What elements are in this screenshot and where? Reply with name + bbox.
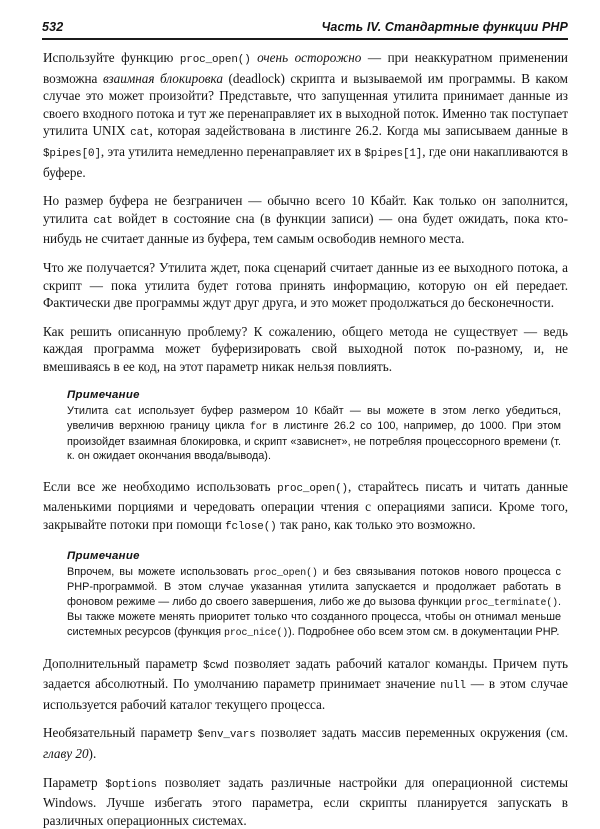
paragraph-8 <box>43 774 568 829</box>
code-cwd: $cwd <box>203 659 229 672</box>
text-run: и без связывания потоков нового процесса с PHP-программой. В этом случае указанная утилита запускается и продолжает работать в фоновом режиме — либо до своего завершения, либо же до вызова функции <box>67 565 561 608</box>
note-title: Примечание <box>67 388 140 401</box>
code-proc-terminate: proc_terminate() <box>464 596 558 608</box>
cross-reference: главу 20 <box>43 746 89 761</box>
code-env-vars: $env_vars <box>197 729 256 742</box>
text-run: , старайтесь писать и читать данные маленькими порциями и чередовать операции чтения с операциями записи. Кроме того, закрывайте потоки при помощи <box>43 478 568 533</box>
paragraph-5 <box>43 478 568 537</box>
code-proc-open: proc_open() <box>277 482 348 495</box>
paragraph-4 <box>43 323 568 376</box>
text-run: ). <box>88 746 97 761</box>
text-run: Используйте функцию <box>43 50 180 65</box>
note-text <box>67 404 561 464</box>
code-proc-open: proc_open() <box>179 54 251 66</box>
emphasis-run: взаимная блокировка <box>102 70 223 86</box>
running-head-title: Часть IV. Стандартные функции PHP <box>321 20 568 34</box>
text-run: позволяет задать массив переменных окружения (см. <box>255 725 568 741</box>
code-pipes-1: $pipes[1] <box>364 147 423 160</box>
text-run: позволяет задать различные настройки для операционной системы Windows. Лучше избегать этого параметра, если скрипты планируется запускать в различных операционных системах. <box>43 774 568 828</box>
text-run: Впрочем, вы можете использовать <box>67 565 254 578</box>
text-run: . Вы также можете менять приоритет только что созданного процесса, чтобы он отнимал меньше системных ресурсов (функция <box>67 595 561 639</box>
code-options: $options <box>105 778 157 791</box>
text-run: войдет в состояние сна (в функции записи) — она будет ожидать, пока кто-нибудь не считает данные из буфера, тем самым освободив немного места. <box>43 210 568 247</box>
code-null: null <box>440 680 466 693</box>
text-run: Необязательный параметр <box>43 725 198 741</box>
text-run: Утилита <box>67 404 115 417</box>
paragraph-2 <box>43 192 568 248</box>
paragraph-1 <box>43 49 568 181</box>
text-run: Но размер буфера не безграничен — обычно всего 10 Кбайт. Как только он заполнится, утилита <box>43 193 568 226</box>
header-rule <box>42 38 568 40</box>
text-run: Параметр <box>43 774 106 790</box>
text-run: позволяет задать рабочий каталог команды. Причем путь задается абсолютный. По умолчанию параметр принимает значение <box>43 655 568 692</box>
text-run: , где они накапливаются в буфере. <box>43 143 569 180</box>
note-title: Примечание <box>67 549 140 562</box>
code-fclose: fclose() <box>225 521 277 534</box>
text-run: Что же получается? Утилита ждет, пока сценарий считает данные из ее выходного потока, а скрипт — пока утилита будет готова принять информацию, которую он ей передает. Фактически две программы ждут друг друга, и это может продолжаться до бесконечности. <box>43 259 568 311</box>
paragraph-3 <box>43 259 568 312</box>
note-block-1 <box>67 389 561 464</box>
text-run: (deadlock) скрипта и вызываемой им программы. В каком случае это может произойти? Представьте, что запущенная утилита принимает данные из своего входного потока и тут же перенаправляет их в выходной поток. Именно так поступает утилита UNIX <box>43 70 569 139</box>
note-block-2 <box>67 550 561 641</box>
paragraph-7 <box>43 724 568 762</box>
text-run: Дополнительный параметр <box>43 655 204 671</box>
text-run: так рано, как только это возможно. <box>276 517 476 533</box>
code-proc-open: proc_open() <box>253 566 318 578</box>
text-run: ). Подробнее обо всем этом см. в документации PHP. <box>288 626 560 639</box>
page-number: 532 <box>42 20 64 34</box>
text-run: , эта утилита немедленно перенаправляет их в <box>100 143 365 159</box>
text-run: Как решить описанную проблему? К сожалению, общего метода не существует — ведь каждая программа может буферизировать свой выходной поток по-разному, и, не вмешиваясь в ее код, на этот параметр никак нельзя повлиять. <box>43 323 568 374</box>
code-for: for <box>249 421 268 433</box>
text-run: использует буфер размером 10 Кбайт — вы можете в этом легко убедиться, увеличив верхнюю границу цикла <box>67 404 561 433</box>
code-pipes-0: $pipes[0] <box>43 147 101 160</box>
text-run: — в этом случае используется рабочий каталог текущего процесса. <box>43 676 568 712</box>
text-run: в листинге 26.2 со 100, например, до 1000. При этом произойдет взаимная блокировка, и скрипт «зависнет», не потребляя процессорного времени (т. к. он ожидает окончания ввода/вывода). <box>67 420 561 463</box>
emphasis-run: очень осторожно <box>257 50 362 65</box>
body-column <box>43 49 568 829</box>
note-text <box>67 565 561 641</box>
code-proc-nice: proc_nice() <box>224 627 289 639</box>
code-cat: cat <box>93 214 113 227</box>
text-run: , которая задействована в листинге 26.2. Когда мы записываем данные в <box>149 123 568 139</box>
text-run: — при неаккуратном применении возможна <box>43 50 568 86</box>
code-cat: cat <box>130 127 150 140</box>
code-cat: cat <box>114 405 133 417</box>
paragraph-6 <box>43 655 568 714</box>
text-run: Если все же необходимо использовать <box>43 478 278 494</box>
running-head <box>42 20 568 38</box>
